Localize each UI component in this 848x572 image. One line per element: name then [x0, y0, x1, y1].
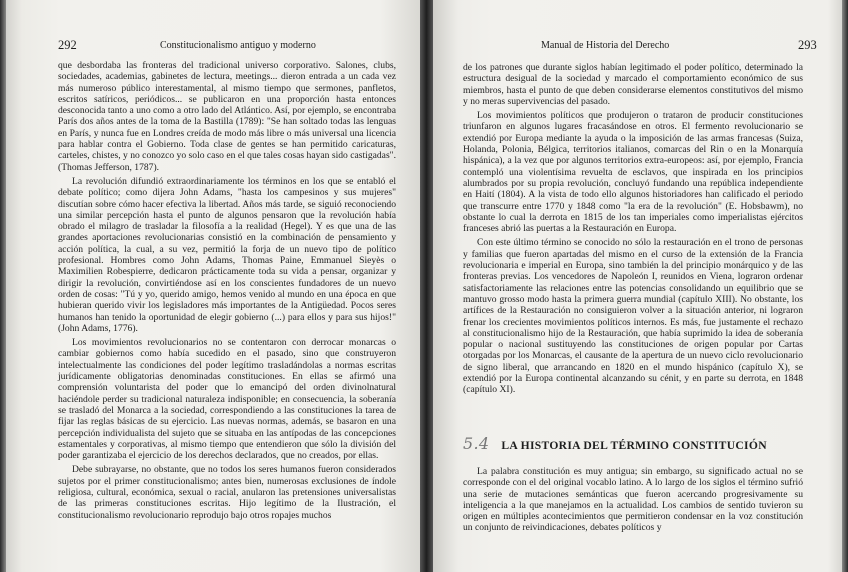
right-section-body [463, 466, 803, 537]
right-paragraph-2: Los movimientos políticos que produjeron o trataron de producir constituciones triunfaron en algunos lugares fracasándose en otros. El fermento revolucionario se extendió por Europa mediante la ayuda o la imposición de las armas francesas (Suiza, Holanda, Polonia, Bélgica, territorios italianos, comarcas del Rin o en la Monarquía hispánica), a la vez que por algunos territorios extra-europeos: así, por ejemplo, Francia contempló una violentísima revuelta de esclavos, que inspirada en los principios alumbrados por su propia revolución, concluyó fundando una república independiente en Haití (1804). A la vista de todo ello algunos historiadores han calificado el periodo que transcurre entre 1770 y 1848 como "la era de la revolución" (E. Hobsbawm), no obstante lo cual la derrota en 1815 de los tan imperiales como imperialistas ejércitos franceses abrió las puertas a la Restauración en Europa. [463, 110, 803, 235]
right-page-number: 293 [798, 38, 817, 52]
right-section-paragraph-1: La palabra constitución es muy antigua; sin embargo, su significado actual no se corresponde con el del original vocablo latino. A lo largo de los siglos el término sufrió una serie de mutaciones semánticas que fueron acercando progresivamente su inteligencia a la que manejamos en la actualidad. Los cambios de sentido tuvieron su origen en múltiples acontecimientos que permitieron condensar en la voz constitución un conjunto de reivindicaciones, debates políticos y [463, 466, 803, 534]
left-running-head: Constitucionalismo antiguo y moderno [160, 40, 316, 51]
left-paragraph-1: que desbordaba las fronteras del tradicional universo corporativo. Salones, clubs, sociedades, academias, gabinetes de lectura, meetings... dieron entrada a un cada vez más numeroso público interestamental, al mismo tiempo que sermones, panfletos, escritos satíricos, periódicos... se publicaron en una proporción hasta entonces desconocida tanto a uno como a otro lado del Atlántico. Así, por ejemplo, se encontraba París dos años antes de la toma de la Bastilla (1789): "Se han soltado todas las lenguas en París, y nunca fue en Londres creída de modo más libre o más universal una licencia para hablar contra el Gobierno. Toda clase de gentes se han permitido caricaturas, carteles, chistes, y no conozco yo solo caso en el que tales cosas hayan sido castigadas". (Thomas Jefferson, 1787). [58, 60, 396, 173]
book-gutter [420, 0, 433, 572]
right-paragraph-1: de los patrones que durante siglos habían legitimado el poder político, determinado la estructura desigual de la sociedad y marcado el comportamiento económico de sus miembros, hasta el punto de que deben considerarse elementos constitutivos del mismo y no meras supervivencias del pasado. [463, 62, 803, 107]
right-running-head: Manual de Historia del Derecho [541, 40, 670, 51]
left-page [0, 0, 420, 572]
section-heading [463, 434, 767, 453]
right-page-body [463, 62, 803, 399]
right-paragraph-3: Con este último término se conocido no sólo la restauración en el trono de personas y familias que fueron apartadas del mismo en el curso de la extensión de la Francia revolucionaria e imperial en Europa, sino también la del principio monárquico y de las fronteras previas. Los vencedores de Napoleón I, reunidos en Viena, lograron ordenar satisfactoriamente las relaciones entre las potencias consolidando un equilibrio que se mantuvo grosso modo hasta la primera guerra mundial (capítulo XIII). No obstante, los artífices de la Restauración no consiguieron volver a la situación anterior, ni lograron frenar los crecientes movimientos políticos internos. Es más, fue justamente el rechazo al constitucionalismo hijo de la Restauración, que había suprimido la idea de soberanía popular o nacional sustituyendo las constituciones de origen popular por Cartas otorgadas por los Monarcas, el causante de la apertura de un nuevo ciclo revolucionario de signo liberal, que arrancando en 1820 en el mundo hispánico (capítulo X), se extendió por la Europa continental alcanzando su cénit, y en parte su derrota, en 1848 (capítulo XI). [463, 237, 803, 396]
left-paragraph-4: Debe subrayarse, no obstante, que no todos los seres humanos fueron considerados sujetos por el primer constitucionalismo; antes bien, numerosas exclusiones de índole religiosa, cultural, económica, sexual o racial, anularon las pretensiones universalistas de las primeras constituciones escritas. Hijo legítimo de la Ilustración, el constitucionalismo revolucionario reprodujo bajo otros ropajes muchos [58, 464, 396, 521]
left-page-number: 292 [58, 38, 77, 52]
left-page-edge [0, 0, 6, 572]
section-title: LA HISTORIA DEL TÉRMINO CONSTITUCIÓN [501, 439, 767, 452]
right-page [433, 0, 848, 572]
left-paragraph-2: La revolución difundió extraordinariamente los términos en los que se entabló el debate político; como dijera John Adams, "hasta los campesinos y sus mujeres" discutían sobre cómo hacer efectiva la libertad. Años más tarde, se siguió reconociendo una similar percepción hasta el punto de algunos pensaron que la revolución había obrado el milagro de trasladar la filosofía a la realidad (Hegel). Y es que una de las grandes aportaciones revolucionarias consistió en la combinación de pensamiento y acción política, la cual, a su vez, permitió la forja de un nuevo tipo de político profesional. Hombres como John Adams, Thomas Paine, Emmanuel Sieyès o Maximilien Robespierre, dedicaron prácticamente toda su vida a pensar, organizar y dirigir la revolución, convirtiéndose así en los conscientes fundadores de un nuevo orden de cosas: "Tú y yo, querido amigo, hemos venido al mundo en una época en que hubieran querido vivir los legisladores más importantes de la Antigüedad. Pocos seres humanos han tenido la oportunidad de elegir gobierno (...) para ellos y para sus hijos!" (John Adams, 1776). [58, 175, 396, 334]
left-paragraph-3: Los movimientos revolucionarios no se contentaron con derrocar monarcas o cambiar gobiernos como había sucedido en el pasado, sino que construyeron intelectualmente las condiciones del poder legítimo trasladándolas a normas escritas jurídicamente obligatorias denominadas constituciones. En ellas se afirmó una comprensión voluntarista del poder que lo emancipó del orden divinolnatural haciéndole perder su tradicional naturaleza indisponible; en consecuencia, la soberanía se trasladó del Monarca a la sociedad, correspondiendo a las constituciones la tarea de fijar las reglas básicas de su ejercicio. Las nuevas normas, además, se basaron en una percepción individualista del sujeto que se situaba en las antípodas de las concepciones estamentales y corporativas, al mismo tiempo que entendieron que sólo la división del poder garantizaba el ejercicio de los derechos declarados, que no creados, por ellas. [58, 337, 396, 462]
left-page-body [58, 60, 396, 524]
right-page-edge [842, 0, 848, 572]
section-number: 5.4 [463, 434, 490, 453]
